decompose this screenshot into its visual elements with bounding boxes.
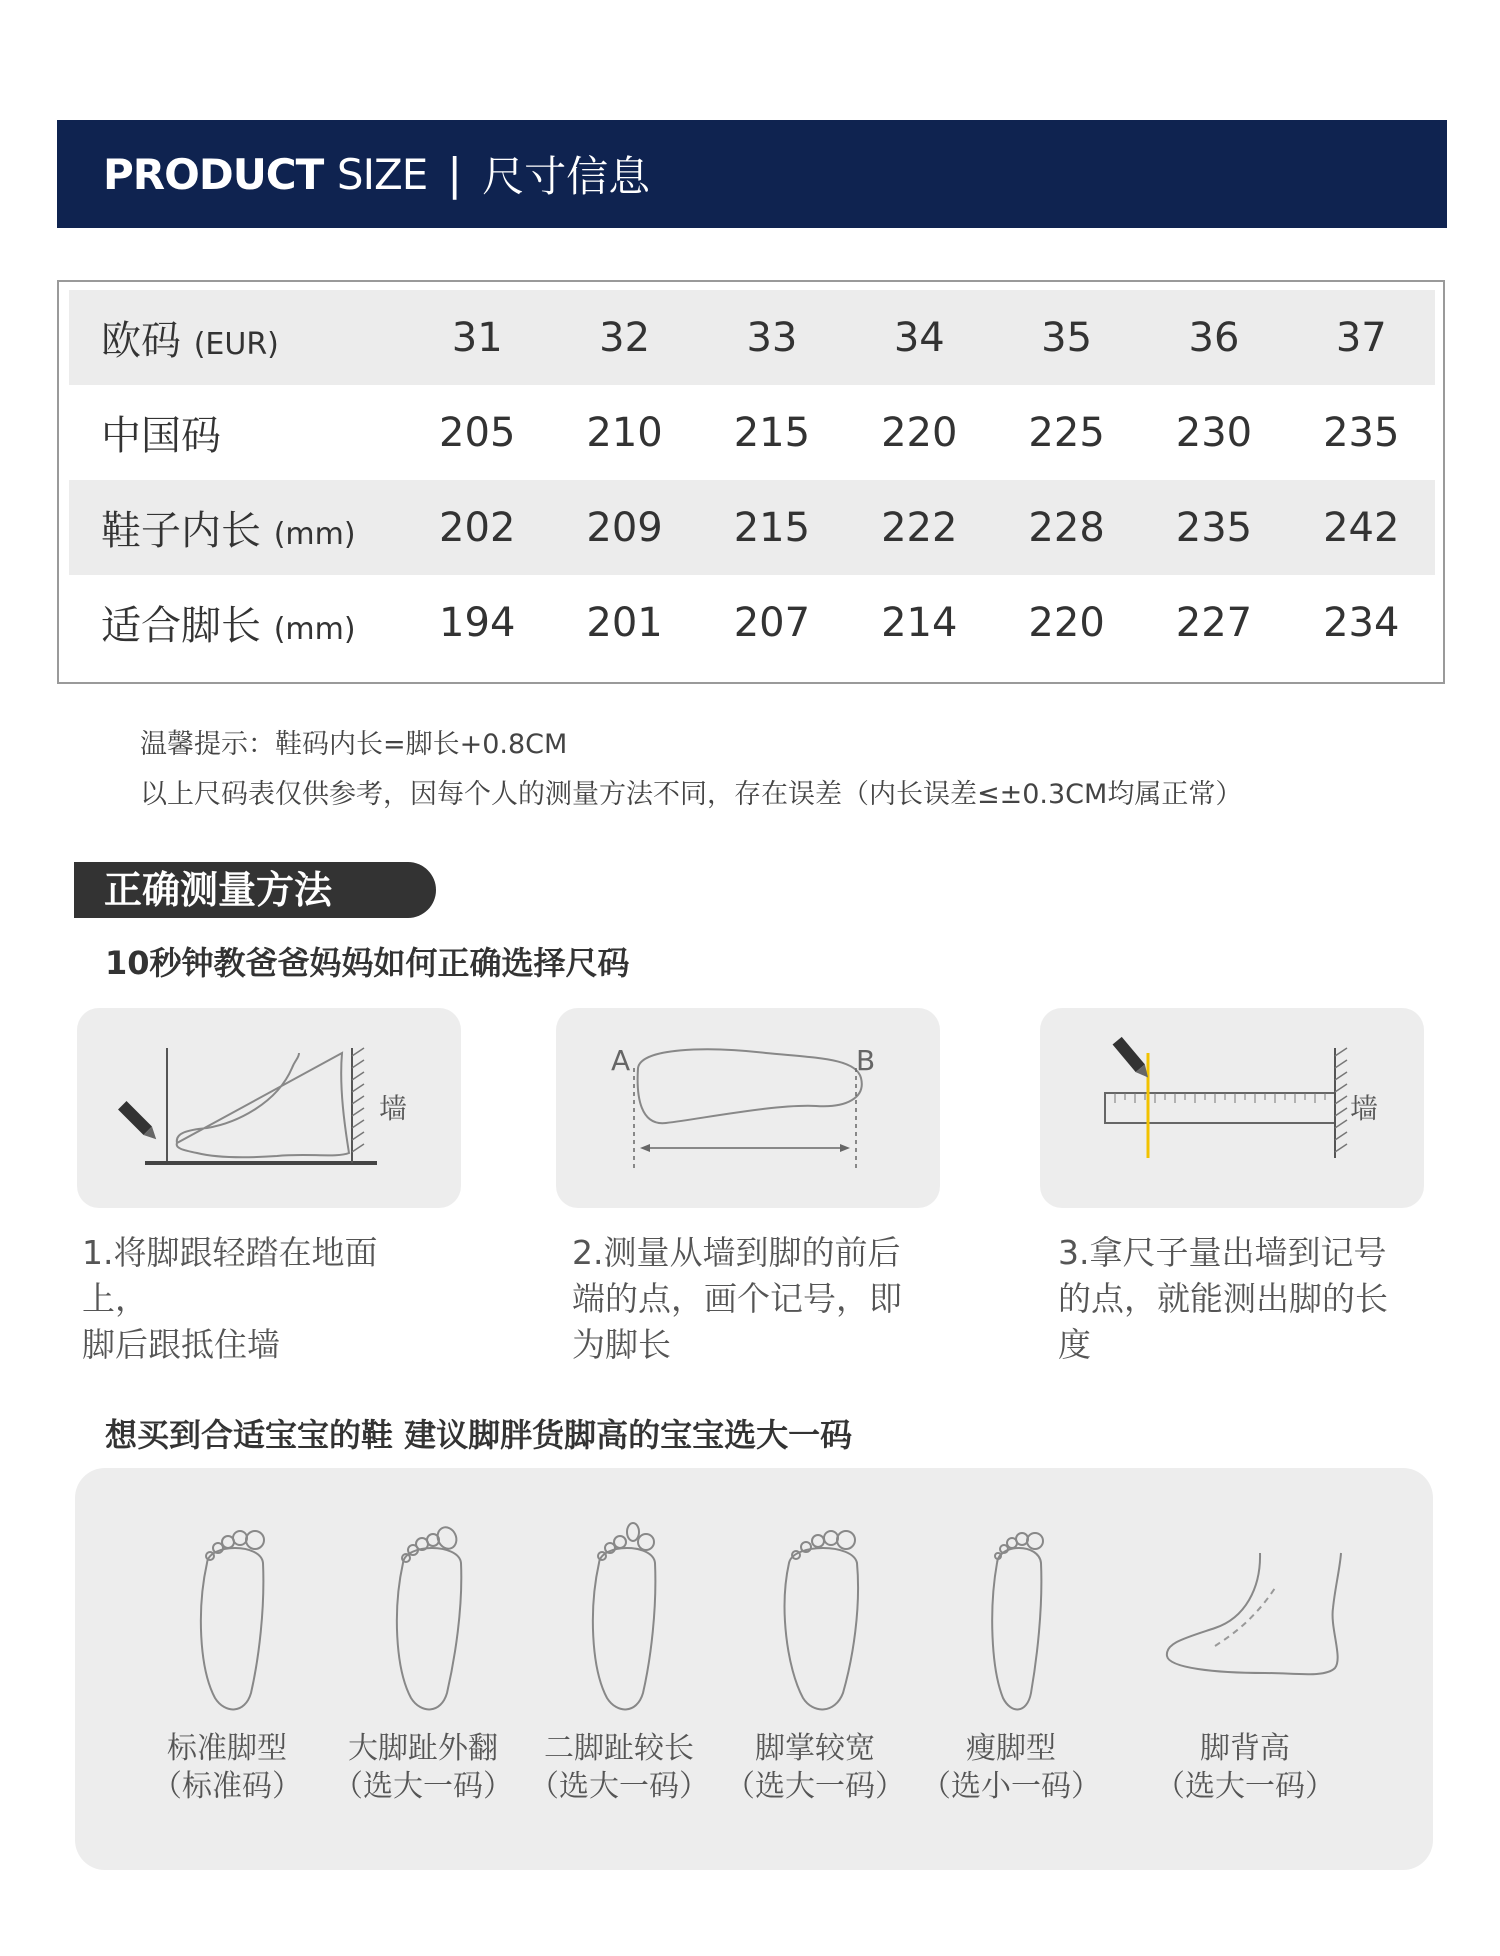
foot-type-tip: （选小一码） <box>921 1769 1101 1804</box>
standard-foot-icon <box>127 1468 327 1728</box>
step-line: 为脚长 <box>572 1325 671 1364</box>
size-cell: 215 <box>733 504 811 551</box>
foot-type-tip: （选大一码） <box>1155 1769 1335 1804</box>
row-label-unit: (mm) <box>273 517 356 552</box>
step-line: 1.将脚跟轻踏在地面上， <box>82 1233 378 1318</box>
size-cell: 210 <box>586 409 663 456</box>
row-label-text: 适合脚长 <box>101 603 261 649</box>
foot-type-slim <box>911 1468 1111 1870</box>
size-cell: 36 <box>1188 314 1240 361</box>
size-cell: 32 <box>599 314 651 361</box>
size-cell: 37 <box>1335 314 1387 361</box>
banner-title-cn: 尺寸信息 <box>482 152 651 201</box>
advice-title: 想买到合适宝宝的鞋 建议脚胖货脚高的宝宝选大一码 <box>105 1416 853 1454</box>
size-cell: 33 <box>746 314 798 361</box>
size-cell: 222 <box>881 504 958 551</box>
foot-type-wide <box>715 1468 915 1870</box>
foot-type-name: 二脚趾较长 <box>544 1731 694 1766</box>
size-cell: 34 <box>893 314 945 361</box>
product-size-banner <box>57 120 1447 228</box>
size-cell: 235 <box>1175 504 1253 551</box>
foot-type-tip: （选大一码） <box>725 1769 905 1804</box>
banner-title-bold: PRODUCT <box>103 149 324 199</box>
row-label <box>69 309 404 366</box>
row-label-text: 鞋子内长 <box>101 508 261 554</box>
size-row-china <box>69 385 1435 480</box>
foot-type-tip: （选大一码） <box>529 1769 709 1804</box>
pencil-icon <box>118 1101 160 1143</box>
step-3-text <box>1058 1230 1418 1368</box>
foot-type-label <box>1135 1730 1355 1806</box>
ruler-measure-illustration <box>1040 1008 1424 1208</box>
wide-foot-icon <box>715 1468 915 1728</box>
size-cell: 207 <box>733 599 811 646</box>
row-label-text: 中国码 <box>101 413 221 459</box>
foot-type-label <box>715 1730 915 1806</box>
foot-type-bunion <box>323 1468 523 1870</box>
method-section-tag: 正确测量方法 <box>74 862 436 918</box>
size-cell: 242 <box>1323 504 1400 551</box>
foot-type-tip: （标准码） <box>152 1769 302 1804</box>
banner-title-light: SIZE <box>336 149 428 199</box>
step-1-text <box>82 1230 442 1368</box>
foot-type-name: 瘦脚型 <box>966 1731 1056 1766</box>
step-line: 3.拿尺子量出墙到记号 <box>1058 1233 1387 1272</box>
size-row-foot-length <box>69 575 1435 670</box>
size-cell: 225 <box>1028 409 1105 456</box>
foot-types-panel <box>75 1468 1433 1870</box>
step-line: 2.测量从墙到脚的前后 <box>572 1233 901 1272</box>
size-cell: 35 <box>1041 314 1093 361</box>
size-tips <box>140 720 1242 820</box>
row-label <box>69 499 404 556</box>
size-cell: 220 <box>1028 599 1105 646</box>
measure-card-1 <box>77 1008 461 1208</box>
foot-type-label <box>323 1730 523 1806</box>
foot-ab-points-illustration <box>556 1008 940 1208</box>
foot-type-standard <box>127 1468 327 1870</box>
foot-type-label <box>911 1730 1111 1806</box>
step-2-text <box>572 1230 932 1368</box>
row-label-unit: (EUR) <box>193 327 279 362</box>
size-cell: 194 <box>439 599 516 646</box>
banner-title-en <box>103 150 427 199</box>
foot-type-name: 脚背高 <box>1200 1731 1290 1766</box>
size-cell: 230 <box>1175 409 1253 456</box>
foot-type-label <box>127 1730 327 1806</box>
foot-against-wall-illustration <box>77 1008 461 1208</box>
high-instep-foot-icon <box>1135 1468 1355 1728</box>
foot-type-tip: （选大一码） <box>333 1769 513 1804</box>
method-subtitle: 10秒钟教爸爸妈妈如何正确选择尺码 <box>105 944 630 982</box>
step-line: 的点，就能测出脚的长 <box>1058 1279 1388 1318</box>
foot-type-name: 脚掌较宽 <box>755 1731 875 1766</box>
size-row-eur <box>69 290 1435 385</box>
foot-type-long-second-toe <box>519 1468 719 1870</box>
row-label-unit: (mm) <box>273 612 356 647</box>
size-cell: 220 <box>881 409 958 456</box>
measure-card-2 <box>556 1008 940 1208</box>
slim-foot-icon <box>911 1468 1111 1728</box>
foot-type-label <box>519 1730 719 1806</box>
row-label <box>69 404 404 461</box>
row-label <box>69 594 404 651</box>
size-table <box>57 280 1445 684</box>
size-cell: 234 <box>1323 599 1400 646</box>
banner-separator: | <box>447 148 463 200</box>
step-line: 脚后跟抵住墙 <box>82 1325 280 1364</box>
size-cell: 209 <box>586 504 663 551</box>
bunion-foot-icon <box>323 1468 523 1728</box>
row-label-text: 欧码 <box>101 318 181 364</box>
size-cell: 214 <box>881 599 958 646</box>
long-second-toe-foot-icon <box>519 1468 719 1728</box>
step-line: 端的点，画个记号，即 <box>572 1279 902 1318</box>
foot-type-high-instep <box>1135 1468 1355 1870</box>
size-cell: 202 <box>439 504 516 551</box>
point-b-label: B <box>856 1044 876 1077</box>
size-cell: 227 <box>1175 599 1253 646</box>
wall-label: 墙 <box>379 1092 408 1125</box>
step-line: 度 <box>1058 1325 1091 1364</box>
size-cell: 235 <box>1323 409 1400 456</box>
size-cell: 228 <box>1028 504 1105 551</box>
size-cell: 205 <box>439 409 516 456</box>
size-cell: 201 <box>586 599 663 646</box>
wall-label: 墙 <box>1350 1092 1379 1125</box>
tip-line: 温馨提示：鞋码内长=脚长+0.8CM <box>140 729 568 760</box>
size-cell: 31 <box>451 314 503 361</box>
size-cell: 215 <box>733 409 811 456</box>
point-a-label: A <box>611 1044 631 1077</box>
measure-card-3 <box>1040 1008 1424 1208</box>
foot-type-name: 大脚趾外翻 <box>348 1731 498 1766</box>
tip-line: 以上尺码表仅供参考，因每个人的测量方法不同，存在误差（内长误差≤±0.3CM均属正常） <box>140 779 1243 810</box>
size-row-inner-length <box>69 480 1435 575</box>
foot-type-name: 标准脚型 <box>167 1731 287 1766</box>
